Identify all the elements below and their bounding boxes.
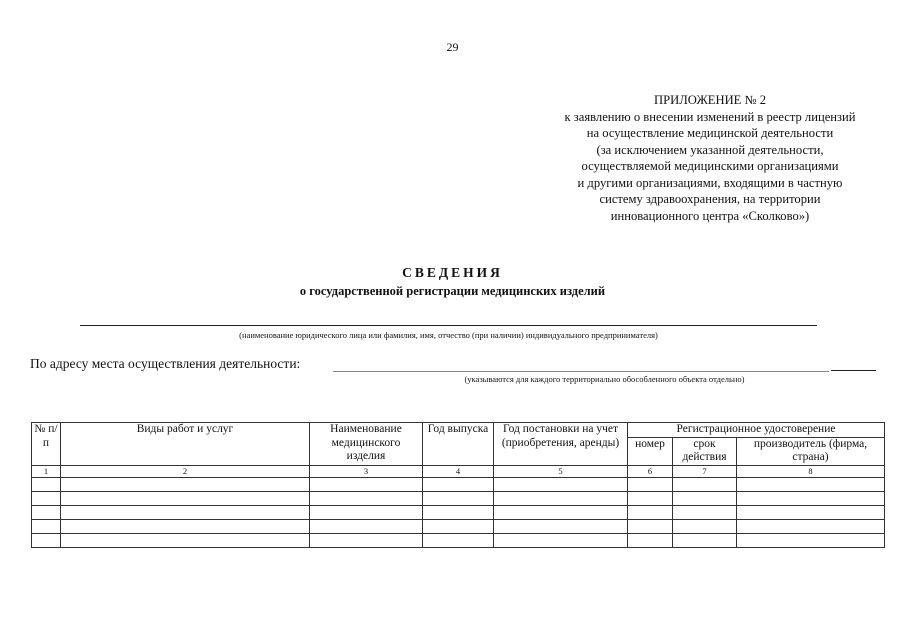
table-cell[interactable] xyxy=(310,533,423,547)
appendix-line: и другими организациями, входящими в частную xyxy=(577,175,843,190)
column-number: 3 xyxy=(310,465,423,477)
document-title: СВЕДЕНИЯ xyxy=(402,265,503,280)
table-cell[interactable] xyxy=(423,533,494,547)
header-num: № п/п xyxy=(32,423,61,466)
table-cell[interactable] xyxy=(494,519,628,533)
table-cell[interactable] xyxy=(494,533,628,547)
table-header-row xyxy=(32,423,885,438)
table-body xyxy=(32,477,885,547)
table-cell[interactable] xyxy=(61,477,310,491)
table-cell[interactable] xyxy=(310,505,423,519)
column-number: 1 xyxy=(32,465,61,477)
header-year: Год выпуска xyxy=(423,423,494,466)
table-row xyxy=(32,533,885,547)
table-cell[interactable] xyxy=(494,477,628,491)
table-cell[interactable] xyxy=(673,477,737,491)
header-certificate: Регистрационное удостоверение xyxy=(628,423,885,438)
appendix-line: (за исключением указанной деятельности, xyxy=(596,142,824,157)
table-cell[interactable] xyxy=(423,477,494,491)
table-cell[interactable] xyxy=(32,477,61,491)
appendix-header xyxy=(520,92,900,224)
column-number: 6 xyxy=(628,465,673,477)
table-cell[interactable] xyxy=(32,491,61,505)
table-cell[interactable] xyxy=(628,477,673,491)
table-row xyxy=(32,477,885,491)
table-cell[interactable] xyxy=(61,505,310,519)
table-cell[interactable] xyxy=(737,533,885,547)
header-cert-number: номер xyxy=(628,437,673,465)
column-number: 4 xyxy=(423,465,494,477)
table-cell[interactable] xyxy=(61,491,310,505)
column-number: 5 xyxy=(494,465,628,477)
appendix-line: на осуществление медицинской деятельности xyxy=(586,126,834,140)
organization-name-hint: (наименование юридического лица или фамилия, имя, отчество (при наличии) индивидуального предпринимателя) xyxy=(239,330,658,340)
table-cell[interactable] xyxy=(32,519,61,533)
appendix-line: к заявлению о внесении изменений в реестр лицензий xyxy=(564,109,856,124)
page-number: 29 xyxy=(446,40,459,54)
column-number: 7 xyxy=(673,465,737,477)
address-hint: (указываются для каждого территориально обособленного объекта отдельно) xyxy=(464,374,745,384)
table-cell[interactable] xyxy=(423,505,494,519)
table-cell[interactable] xyxy=(628,491,673,505)
appendix-line: осуществляемой медицинскими организациями xyxy=(581,159,839,173)
table-cell[interactable] xyxy=(673,505,737,519)
table-cell[interactable] xyxy=(494,491,628,505)
header-cert-manufacturer: производитель (фирма, страна) xyxy=(737,437,885,465)
table-row xyxy=(32,491,885,505)
organization-name-field[interactable] xyxy=(80,325,817,326)
table-cell[interactable] xyxy=(628,533,673,547)
table-cell[interactable] xyxy=(628,505,673,519)
table-cell[interactable] xyxy=(61,533,310,547)
appendix-line: ПРИЛОЖЕНИЕ № 2 xyxy=(654,93,766,107)
table-cell[interactable] xyxy=(737,491,885,505)
table-cell[interactable] xyxy=(673,491,737,505)
table-cell[interactable] xyxy=(32,533,61,547)
table-cell[interactable] xyxy=(423,491,494,505)
column-number-row xyxy=(32,465,885,477)
address-field-end xyxy=(831,370,876,371)
header-registered: Год постановки на учет (приобретения, аренды) xyxy=(494,423,628,466)
table-cell[interactable] xyxy=(310,491,423,505)
table-cell[interactable] xyxy=(423,519,494,533)
header-device-name: Наименование медицинского изделия xyxy=(310,423,423,466)
column-number: 8 xyxy=(737,465,885,477)
table-cell[interactable] xyxy=(310,477,423,491)
table-row xyxy=(32,519,885,533)
column-number: 2 xyxy=(61,465,310,477)
table-cell[interactable] xyxy=(737,519,885,533)
medical-devices-table xyxy=(31,422,885,548)
table-cell[interactable] xyxy=(737,477,885,491)
header-works: Виды работ и услуг xyxy=(61,423,310,466)
appendix-line: систему здравоохранения, на территории xyxy=(599,192,821,206)
table-cell[interactable] xyxy=(628,519,673,533)
appendix-line: инновационного центра «Сколково») xyxy=(610,208,810,223)
table-cell[interactable] xyxy=(737,505,885,519)
table-cell[interactable] xyxy=(494,505,628,519)
table-row xyxy=(32,505,885,519)
address-field[interactable] xyxy=(333,371,829,372)
header-cert-validity: срок действия xyxy=(673,437,737,465)
table-cell[interactable] xyxy=(673,533,737,547)
table-cell[interactable] xyxy=(673,519,737,533)
address-label: По адресу места осуществления деятельности: xyxy=(30,356,301,371)
document-subtitle: о государственной регистрации медицинских изделий xyxy=(299,284,606,298)
table-cell[interactable] xyxy=(32,505,61,519)
table-cell[interactable] xyxy=(310,519,423,533)
table-cell[interactable] xyxy=(61,519,310,533)
